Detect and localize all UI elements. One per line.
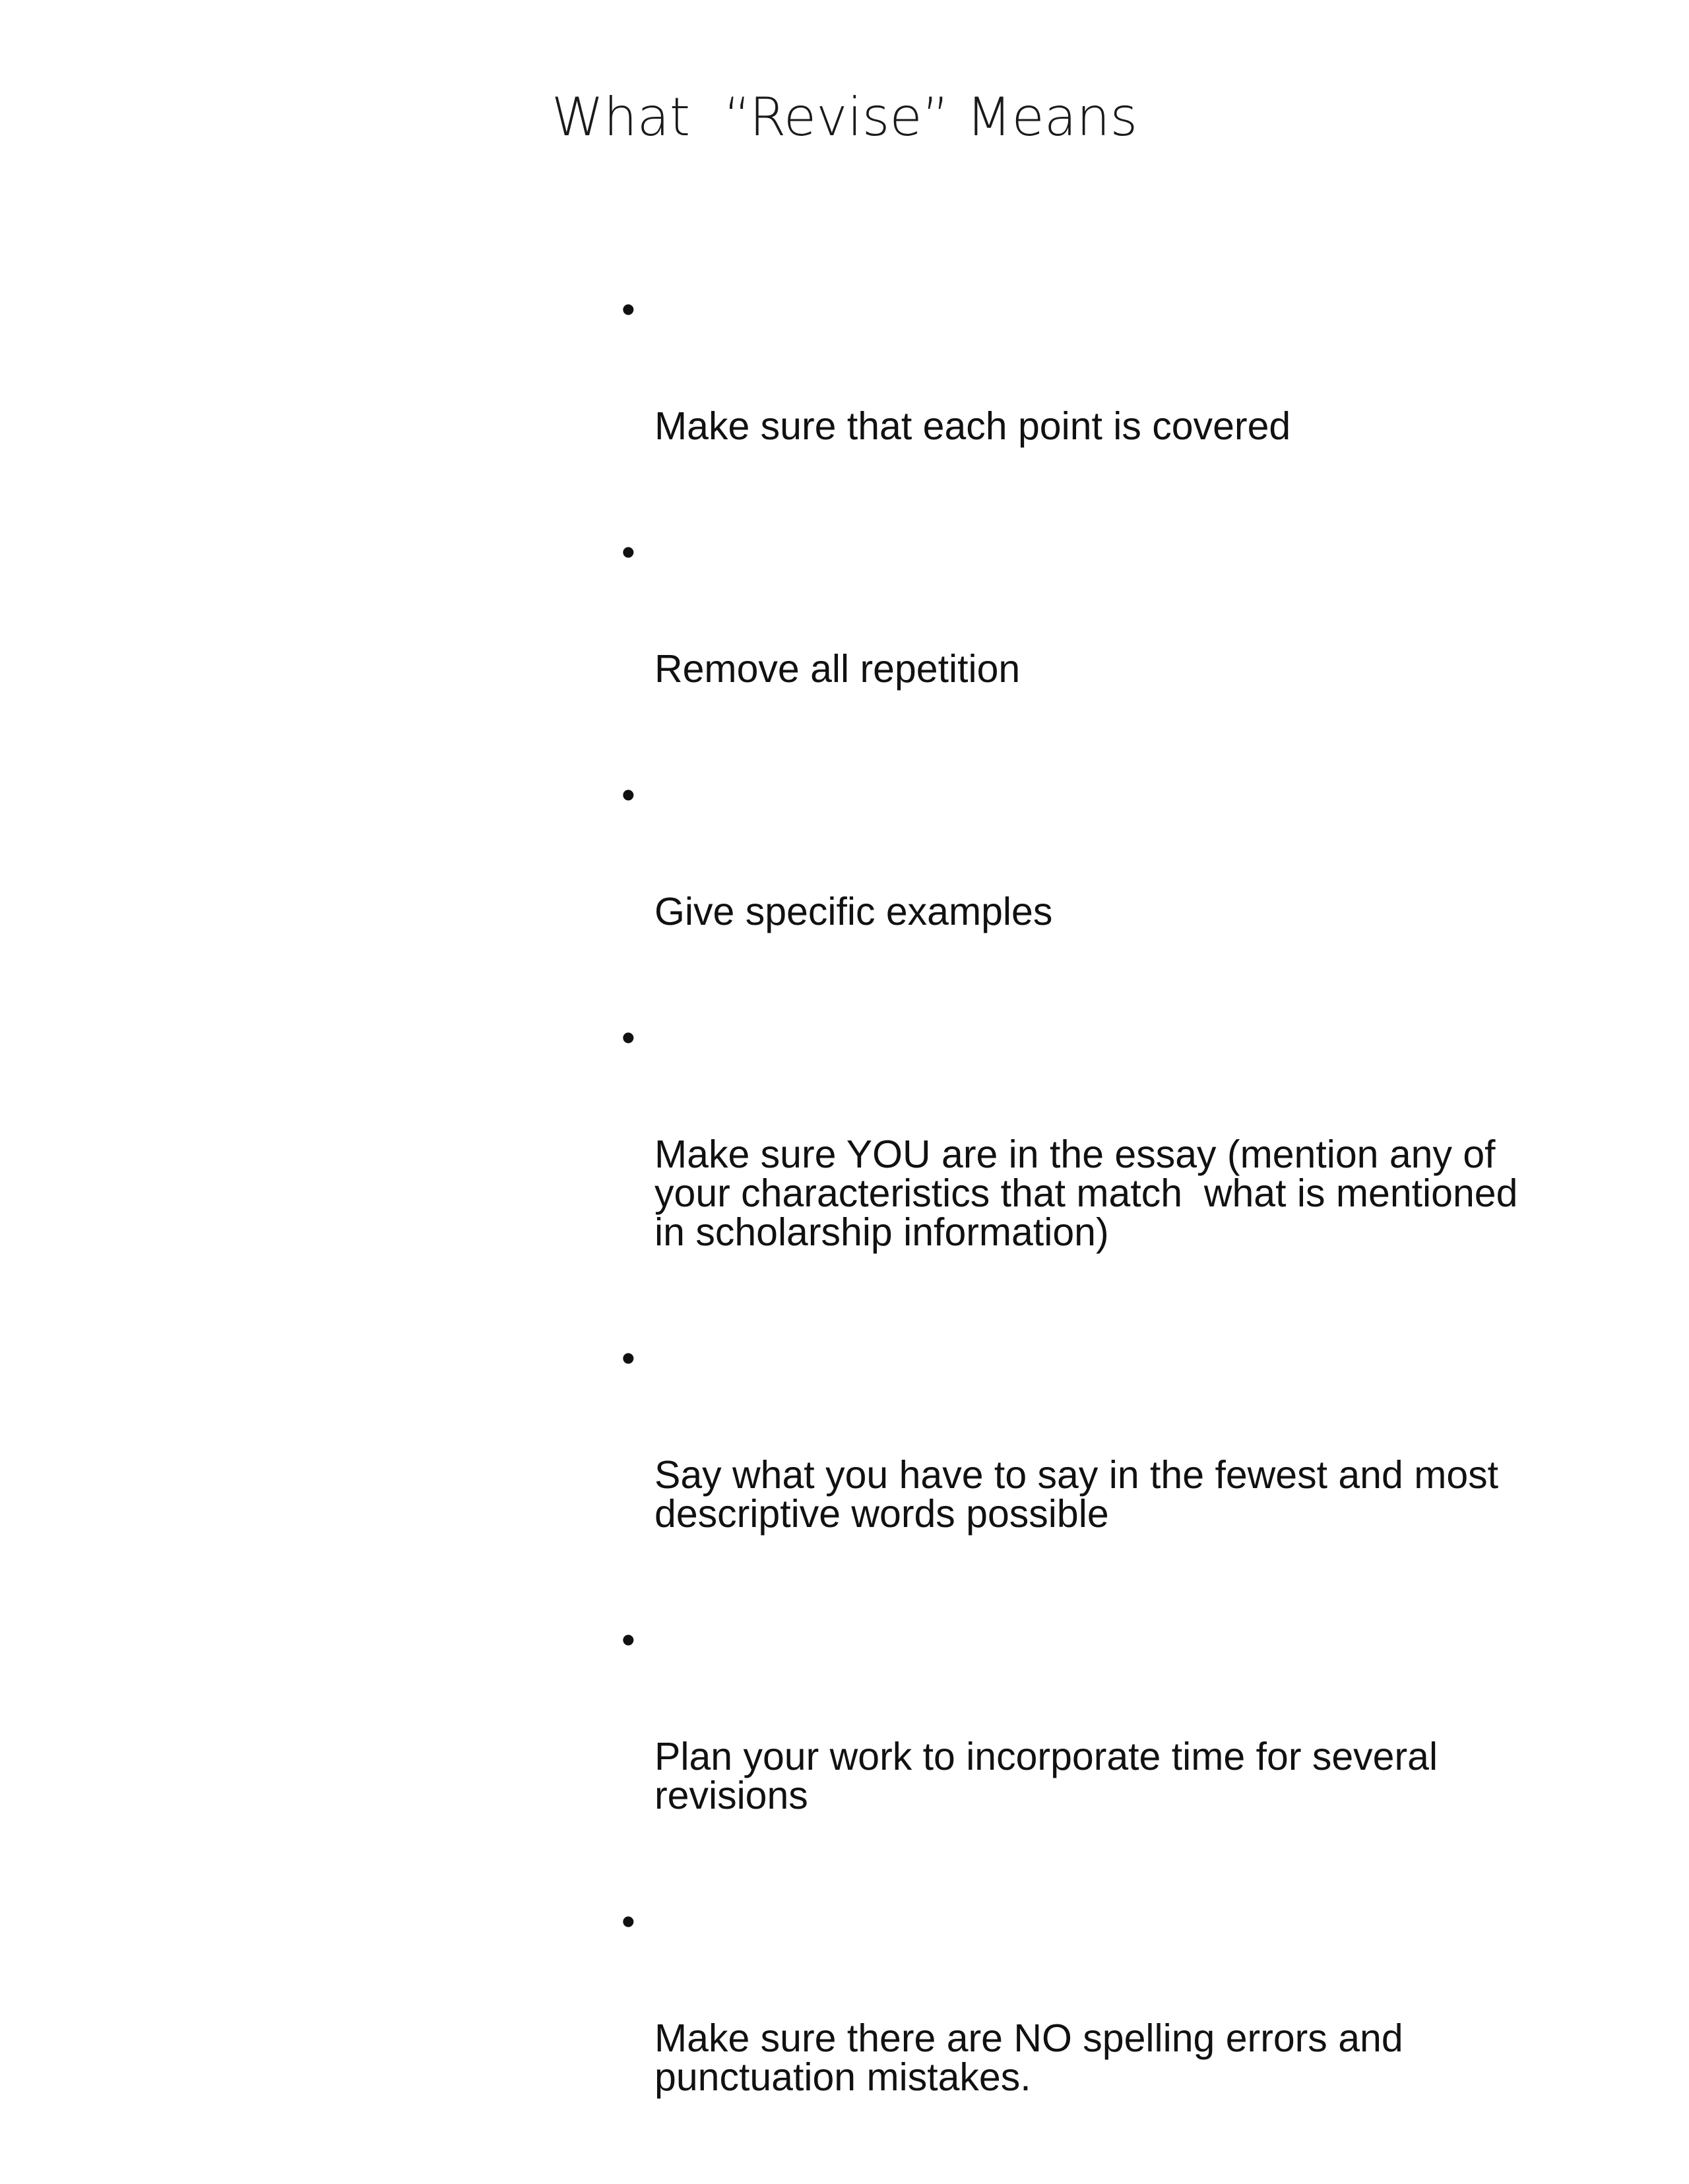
list-item — [621, 290, 1651, 524]
bullet-text: Make sure that each point is covered — [654, 404, 1291, 448]
bullet-text: Say what you have to say in the fewest and most descriptive words possible — [654, 1453, 1499, 1536]
bullet-dot-icon: • — [621, 1618, 635, 1662]
list-item — [621, 1336, 1651, 1611]
bullet-text: Make sure YOU are in the essay (mention any of your characteristics that match what is mentioned in scholarship information) — [654, 1133, 1518, 1254]
slide-title: What “Revise” Means — [551, 86, 1138, 148]
list-item — [621, 773, 1651, 1009]
bullet-list — [621, 290, 1651, 2184]
list-item — [621, 1902, 1651, 2175]
bullet-text: Make sure there are NO spelling errors and punctuation mistakes. — [654, 2016, 1403, 2099]
list-item — [621, 1018, 1651, 1330]
bullet-dot-icon: • — [621, 773, 635, 817]
list-item — [621, 1618, 1651, 1893]
bullet-dot-icon: • — [621, 1900, 635, 1943]
bullet-text: Remove all repetition — [654, 647, 1021, 691]
bullet-text: Plan your work to incorporate time for several revisions — [654, 1735, 1438, 1817]
bullet-text: Give specific examples — [654, 890, 1053, 933]
bullet-dot-icon: • — [621, 530, 635, 574]
bullet-dot-icon: • — [621, 1336, 635, 1380]
bullet-dot-icon: • — [621, 288, 635, 331]
bullet-dot-icon: • — [621, 1016, 635, 1059]
list-item — [621, 530, 1651, 766]
